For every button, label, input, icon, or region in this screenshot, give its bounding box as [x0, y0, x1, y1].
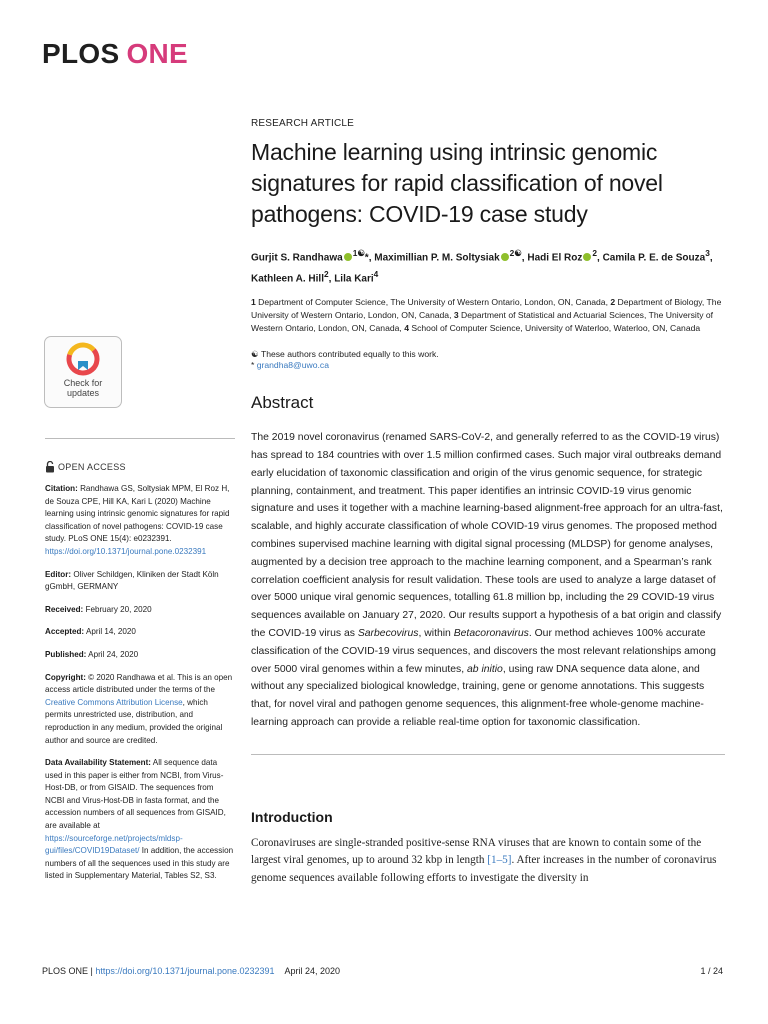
author-3[interactable]: Hadi El Roz: [527, 252, 583, 264]
affil-1-text: Department of Computer Science, The University of Western Ontario, London, ON, Canada,: [255, 296, 611, 307]
affil-2-text: Department of Biology, The University of Western Ontario, London, ON, Canada,: [251, 296, 722, 320]
orcid-icon[interactable]: [344, 253, 352, 261]
data-availability-label: Data Availability Statement:: [45, 758, 151, 768]
sidebar-divider: [45, 438, 235, 439]
received-block: [45, 604, 235, 617]
abstract-genus: Sarbecovirus: [357, 628, 419, 640]
footer-journal: PLOS ONE: [42, 966, 89, 976]
corresponding-author-note: [251, 360, 725, 371]
license-link[interactable]: Creative Commons Attribution License: [45, 697, 183, 707]
author-6-affil: 4: [373, 269, 379, 280]
corresponding-symbol: *: [251, 360, 257, 371]
check-for-updates-badge[interactable]: [44, 336, 122, 408]
equal-contribution-text: These authors contributed equally to this work.: [258, 349, 439, 360]
editor-block: [45, 569, 235, 594]
journal-logo: [42, 38, 188, 70]
email-link[interactable]: grandha8@uwo.ca: [256, 360, 330, 371]
abstract-part: , using raw DNA sequence data alone, and without any specialized biological knowledge, training, gene or genome annotations. This suggests that, for novel viral and pathogen genome sequences, this alignment-free whole-genome machine-learning approach can provide a reliable real-time option for taxonomic classification.: [251, 663, 705, 729]
citation-doi-link[interactable]: https://doi.org/10.1371/journal.pone.0232391: [45, 546, 207, 556]
article-main: [251, 118, 725, 888]
footer-left: [42, 966, 340, 976]
abstract-text: [251, 429, 725, 732]
author-notes: [251, 349, 725, 371]
author-separator: ,: [328, 273, 335, 285]
received-label: Received:: [45, 604, 84, 614]
orcid-icon[interactable]: [501, 253, 509, 261]
affil-4-number: 4: [404, 323, 409, 334]
copyright-block: [45, 672, 235, 748]
author-6[interactable]: Lila Kari: [334, 273, 374, 285]
abstract-part: . Our method achieves 100% accurate classification of the COVID-19 virus sequences, and discovers the most relevant relationships among over 5000 viral genomes within a few minutes,: [251, 628, 716, 675]
author-4[interactable]: Camila P. E. de Souza: [602, 252, 706, 264]
author-4-affil: 3: [705, 248, 710, 258]
author-5[interactable]: Kathleen A. Hill: [251, 273, 324, 285]
orcid-icon[interactable]: [583, 253, 591, 261]
author-separator: ,: [709, 252, 713, 264]
citation-text: Randhawa GS, Soltysiak MPM, El Roz H, de Souza CPE, Hill KA, Kari L (2020) Machine learning using intrinsic genomic signatures for rapid classification of novel pathogens: COVID-19 case study. PLoS ONE 15(4): e0232391.: [45, 484, 230, 544]
affil-1-number: 1: [251, 296, 256, 307]
affil-2-number: 2: [610, 296, 616, 307]
author-list: [251, 245, 725, 288]
author-separator: ,: [521, 252, 528, 264]
citation-block: [45, 483, 235, 559]
intro-part: Coronaviruses are single-stranded positive-sense RNA viruses that are known to contain some of the largest viral genomes, up to around 32 kbp in length: [251, 836, 702, 867]
author-separator: *,: [364, 252, 375, 264]
article-type: RESEARCH ARTICLE: [251, 118, 355, 129]
check-updates-line2: updates: [66, 388, 99, 398]
footer-separator: |: [88, 966, 96, 976]
open-access-badge: [45, 461, 235, 473]
page-number: 1 / 24: [700, 966, 723, 976]
editor-text: Oliver Schildgen, Kliniken der Stadt Köln gGmbH, GERMANY: [45, 569, 219, 592]
page-footer: [42, 966, 723, 976]
sidebar: [45, 438, 235, 893]
open-lock-icon: [45, 461, 55, 473]
open-access-label: OPEN ACCESS: [58, 462, 126, 472]
affil-3-number: 3: [453, 309, 459, 320]
abstract-divider: [251, 754, 725, 755]
accepted-date: April 14, 2020: [84, 627, 136, 637]
abstract-subgenus: Betacoronavirus: [453, 628, 529, 640]
editor-label: Editor:: [45, 569, 72, 579]
published-date: April 24, 2020: [86, 649, 139, 659]
affil-3-text: Department of Statistical and Actuarial Sciences, The University of Western Ontario, London, ON, Canada,: [251, 309, 714, 334]
reference-link[interactable]: [1–5]: [487, 854, 512, 867]
dataset-link[interactable]: https://sourceforge.net/projects/mldsp-gui/files/COVID19Dataset/: [45, 833, 183, 856]
footer-doi-link[interactable]: https://doi.org/10.1371/journal.pone.0232391: [95, 966, 275, 976]
copyright-text: © 2020 Randhawa et al. This is an open access article distributed under the terms of the: [45, 672, 233, 695]
abstract-part: , within: [418, 628, 454, 640]
citation-label: Citation:: [45, 484, 78, 493]
check-updates-label: [64, 378, 103, 398]
published-label: Published:: [45, 649, 87, 659]
abstract-part: The 2019 novel coronavirus (renamed SARS-CoV-2, and generally referred to as the COVID-19 virus) has spread to 184 countries with over 1.5 million confirmed cases. Such major viral outbreaks demand early elucidation of taxonomic classification and origin of the virus genomic sequence, for strategic planning, containment, and treatment. This paper identifies an intrinsic COVID-19 virus genomic signature and uses it together with a machine learning-based alignment-free approach for an ultra-fast, scalable, and highly accurate classification of whole COVID-19 virus genomes. The proposed method combines supervised machine learning with digital signal processing (MLDSP) for genome analyses, augmented by a decision tree approach to the machine learning component, and a Spearman’s rank correlation coefficient analysis for result validation. These tools are used to analyze a large dataset of over 5000 unique viral genomic sequences, totalling 61.8 million bp, including the 29 COVID-19 virus sequences available on January 27, 2020. Our results support a hypothesis of a bat origin and classify the COVID-19 virus as: [251, 432, 723, 640]
introduction-heading: Introduction: [251, 808, 333, 825]
abstract-ab-initio: ab initio: [467, 663, 503, 675]
accepted-block: [45, 626, 235, 639]
affiliations: [251, 296, 725, 336]
abstract-heading: Abstract: [251, 393, 314, 413]
check-updates-line1: Check for: [63, 378, 103, 388]
logo-plos: PLOS: [42, 38, 120, 69]
equal-contribution-note: [251, 349, 725, 360]
affil-4-text: School of Computer Science, University of Waterloo, Waterloo, ON, Canada: [408, 323, 701, 334]
copyright-text: , which permits unrestricted use, distribution, and reproduction in any medium, provided the original author and source are credited.: [45, 697, 223, 745]
received-date: February 20, 2020: [83, 604, 152, 614]
intro-part: . After increases in the number of coronavirus genome sequences available following efforts to investigate the diversity in: [251, 854, 717, 884]
data-availability-block: [45, 757, 235, 883]
footer-date: April 24, 2020: [284, 966, 341, 976]
author-2[interactable]: Maximillian P. M. Soltysiak: [374, 252, 500, 264]
author-separator: ,: [597, 252, 603, 264]
copyright-label: Copyright:: [45, 672, 86, 682]
data-availability-text: In addition, the accession numbers of all the sequences used in this study are listed in Supplementary Material, Tables S2, S3.: [45, 846, 234, 881]
published-block: [45, 649, 235, 662]
check-updates-icon: [66, 342, 100, 376]
author-2-affil: 2☯: [509, 248, 522, 258]
article-title: Machine learning using intrinsic genomic signatures for rapid classification of novel pathogens: COVID-19 case study: [251, 139, 663, 227]
author-5-affil: 2: [323, 269, 329, 280]
author-1[interactable]: Gurjit S. Randhawa: [251, 252, 343, 264]
introduction-text: [251, 835, 725, 888]
accepted-label: Accepted:: [45, 627, 85, 637]
data-availability-text: All sequence data used in this paper is either from NCBI, from Virus-Host-DB, or from GISAID. The sequences from NCBI and Virus-Host-DB in fasta format, and the accession numbers of all sequences from GISAID, are available at: [45, 758, 226, 831]
author-1-affil: 1☯: [352, 248, 365, 258]
equal-contribution-icon: ☯: [251, 349, 259, 360]
author-3-affil: 2: [592, 248, 597, 258]
logo-one: ONE: [126, 38, 189, 69]
